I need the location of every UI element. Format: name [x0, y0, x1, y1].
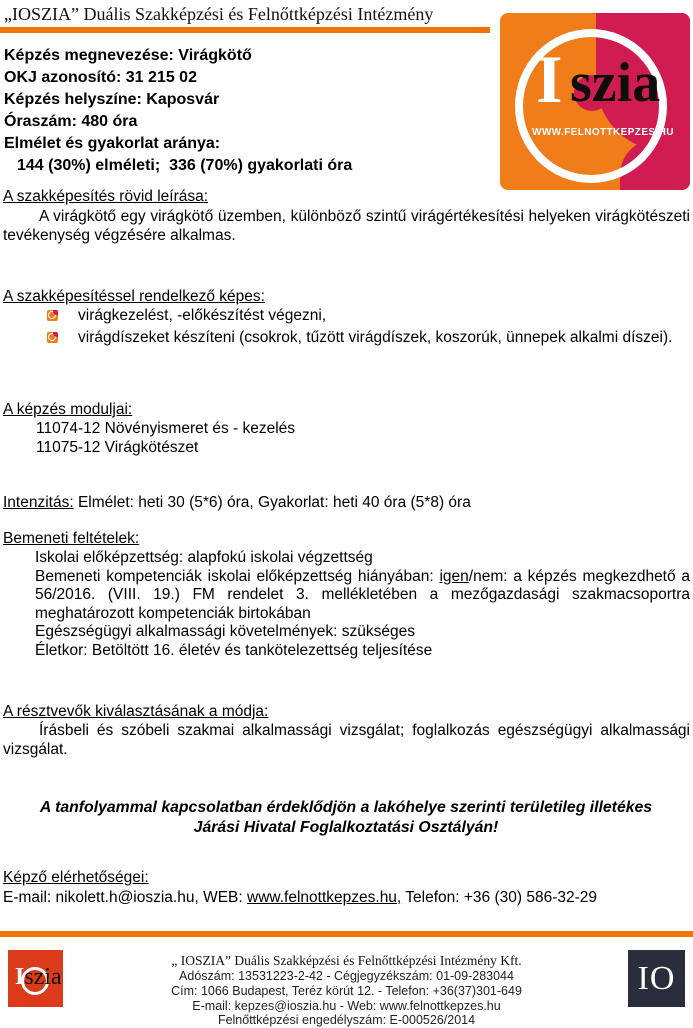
list-item	[3, 329, 690, 348]
page-title: „IOSZIA” Duális Szakképzési és Felnőttképzési Intézmény	[4, 4, 434, 24]
contact-phone-text: Telefon: +36 (30) 586-32-29	[401, 889, 598, 906]
selection-paragraph: Írásbeli és szóbeli szakmai alkalmassági vizsgálat; foglalkozás egészségügyi alkalmassági vizsgálat.	[3, 722, 690, 758]
ratio-label-line: Elmélet és gyakorlat aránya:	[4, 135, 221, 152]
entry-line-age: Életkor: Betöltött 16. életév és tankötelezettség teljesítése	[35, 641, 433, 659]
section-heading-selection: A résztvevők kiválasztásának a módja:	[3, 703, 269, 720]
footer-license-line: Felnőttképzési engedélyszám: E-000526/2014	[217, 1013, 476, 1028]
bullet-text: virágdíszeket készíteni (csokrok, tűzött virágdíszek, koszorúk, ünnepek alkalmi díszei).	[78, 328, 673, 346]
ioszia-bullet-icon	[47, 310, 58, 321]
footer-logo-text: Iszia	[15, 964, 62, 990]
contact-line	[3, 889, 597, 907]
website-link[interactable]: www.felnottkepzes.hu,	[247, 889, 402, 906]
section-heading-contact: Képző elérhetőségei:	[3, 869, 149, 886]
entry-requirements-block	[35, 549, 690, 660]
intensity-text: Elmélet: heti 30 (5*6) óra, Gyakorlat: heti 40 óra (5*8) óra	[73, 494, 471, 511]
entry-line-health: Egészségügyi alkalmassági követelmények: szükséges	[35, 623, 415, 640]
entry-line-competencies: Bemeneti kompetenciák iskolai előképzettség hiányában: igen/nem: a képzés megkezdhető a 56/2016. (VIII. 19.) FM rendelet 3. mellékletében a mezőgazdasági szakmacsoportra meghatározott kompetenciák birtokában	[35, 567, 690, 622]
ioszia-logo	[500, 13, 690, 190]
module-item: 11075-12 Virágkötészet	[36, 438, 199, 456]
location-line: Képzés helyszíne: Kaposvár	[4, 91, 220, 108]
footer-company-name: „ IOSZIA” Duális Szakképzési és Felnőttképzési Intézmény Kft.	[171, 953, 522, 968]
section-heading-modules: A képzés moduljai:	[3, 401, 133, 418]
footer-left-logo	[8, 950, 63, 1007]
ratio-value-line: 144 (30%) elméleti; 336 (70%) gyakorlati óra	[17, 157, 353, 174]
footer-contact-block	[80, 953, 613, 1028]
footer-tax-line: Adószám: 13531223-2-42 - Cégjegyzékszám: 01-09-283044	[179, 969, 514, 983]
okj-id-line: OKJ azonosító: 31 215 02	[4, 69, 197, 86]
ioszia-bullet-icon	[47, 332, 58, 343]
entry-line-schooling: Iskolai előképzettség: alapfokú iskolai végzettség	[35, 549, 373, 566]
footer-right-logo	[628, 950, 685, 1007]
short-description-paragraph: A virágkötő egy virágkötő üzemben, különböző szintű virágértékesítési helyeken virágkötészeti tevékenység végzésére alkalmas.	[3, 208, 690, 244]
footer-divider-bar	[0, 931, 693, 937]
footer-address-line: Cím: 1066 Budapest, Teréz körút 12. - Telefon: +36(37)301-649	[171, 983, 522, 998]
logo-letters-szia: szia	[570, 52, 661, 114]
bullet-text: virágkezelést, -előkészítést végezni,	[78, 307, 327, 324]
regional-office-notice	[16, 798, 676, 838]
intensity-line	[3, 494, 471, 512]
igen-underlined: igen	[439, 567, 469, 585]
notice-line: Járási Hivatal Foglalkoztatási Osztályán!	[193, 819, 499, 836]
logo-website-text: WWW.FELNOTTKEPZES.HU	[532, 127, 674, 138]
competency-list	[3, 307, 690, 350]
contact-email-text: E-mail: nikolett.h@ioszia.hu, WEB:	[3, 889, 248, 906]
footer-right-logo-text: IO	[637, 959, 676, 997]
notice-line: A tanfolyammal kapcsolatban érdeklődjön a lakóhelye szerinti területileg illetékes	[39, 799, 653, 816]
course-info-block	[4, 45, 494, 177]
section-heading-short-description: A szakképesítés rövid leírása:	[3, 188, 209, 205]
module-item: 11074-12 Növényismeret és - kezelés	[36, 420, 296, 437]
hours-line: Óraszám: 480 óra	[4, 113, 138, 130]
section-heading-competencies: A szakképesítéssel rendelkező képes:	[3, 288, 265, 305]
course-name-line: Képzés megnevezése: Virágkötő	[4, 47, 252, 64]
section-heading-entry-requirements: Bemeneti feltételek:	[3, 530, 140, 547]
footer-email-line: E-mail: kepzes@ioszia.hu - Web: www.felnottkepzes.hu	[192, 998, 501, 1013]
module-list	[36, 420, 690, 457]
header-divider-bar	[0, 27, 490, 33]
logo-letter-i: I	[536, 41, 563, 117]
intensity-heading: Intenzitás:	[3, 494, 74, 511]
list-item	[3, 307, 690, 326]
